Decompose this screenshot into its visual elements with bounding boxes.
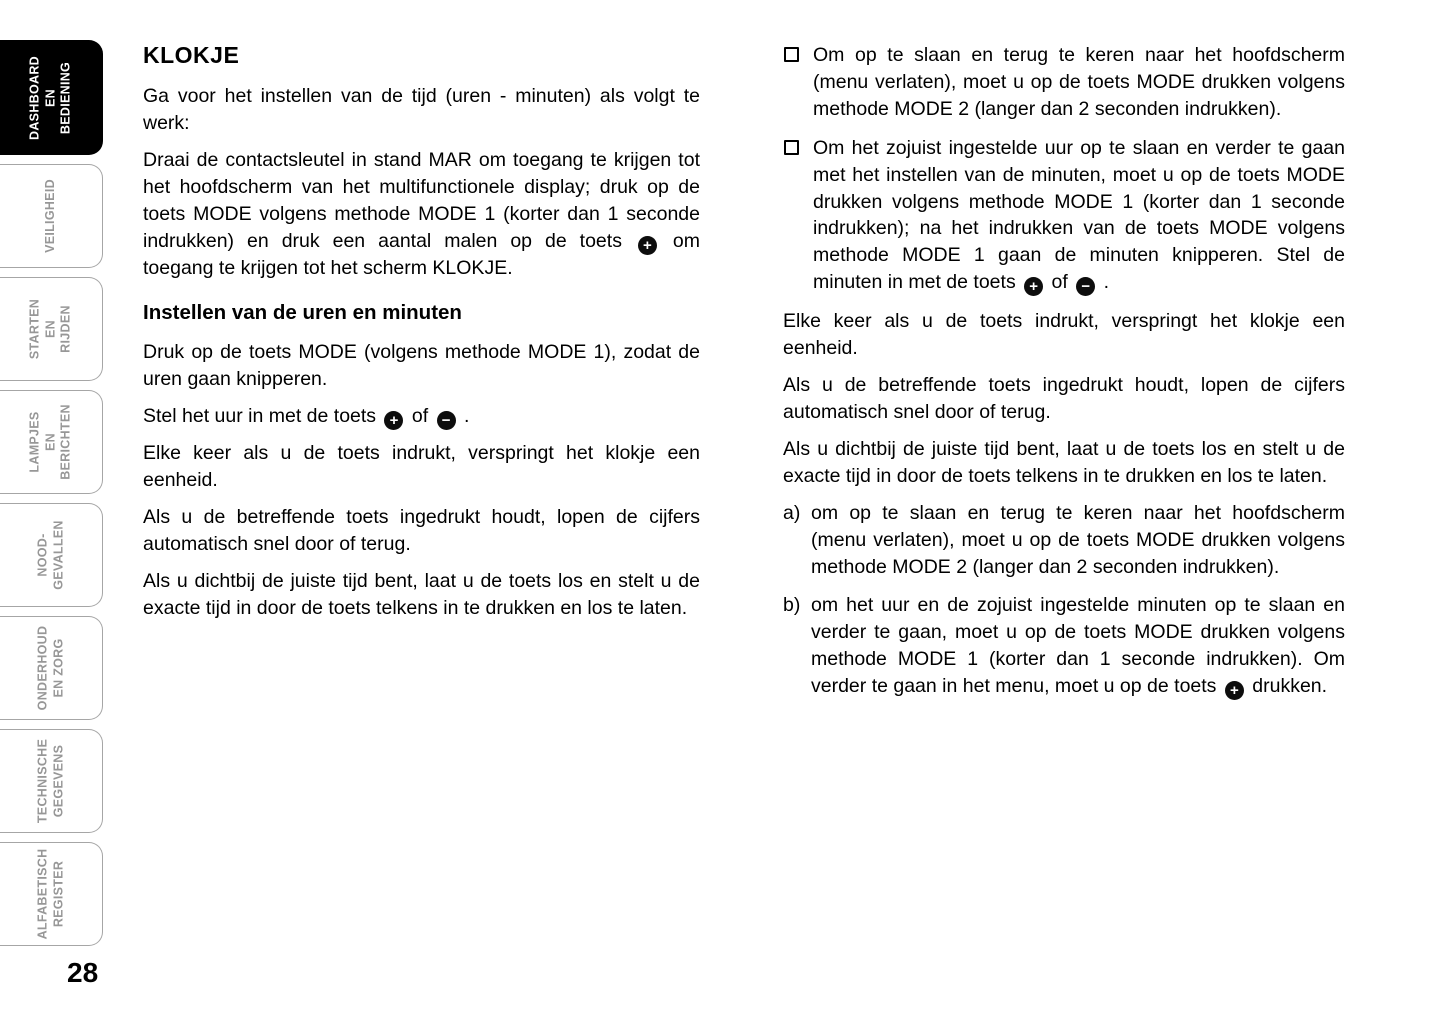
bullet-item [783, 42, 1345, 123]
sidebar-tab-label: LAMPJES EN BERICHTEN [27, 404, 73, 480]
paragraph: Druk op de toets MODE (volgens methode MODE 1), zodat de uren gaan knipperen. [143, 341, 700, 391]
left-column [143, 42, 700, 712]
paragraph: Als u dichtbij de juiste tijd bent, laat u de toets los en stelt u de exacte tijd in door de toets telkens in te drukken en los te laten. [143, 569, 700, 619]
subsection-heading: Instellen van de uren en minuten [143, 301, 462, 325]
sidebar-tab-onderhoud-en-zorg [0, 616, 103, 720]
paragraph: Elke keer als u de toets indrukt, verspringt het klokje een eenheid. [143, 442, 700, 492]
paragraph: Draai de contactsleutel in stand MAR om toegang te krijgen tot het hoofdscherm van het multifunctionele display; druk op de toets MODE volgens methode MODE 1 (korter dan 1 seconde indrukken) en druk een aantal malen op de toets + om toegang te krijgen tot het scherm KLOKJE. [143, 148, 700, 279]
sidebar-tab-label: TECHNISCHE GEGEVENS [35, 738, 65, 824]
sidebar-tab-veiligheid [0, 164, 103, 268]
minus-key-icon: − [437, 411, 456, 430]
sidebar-tab-technische-gegevens [0, 729, 103, 833]
page-number: 28 [67, 957, 99, 988]
paragraph: Als u dichtbij de juiste tijd bent, laat u de toets los en stelt u de exacte tijd in door de toets telkens in te drukken en los te laten. [783, 437, 1345, 487]
manual-page-content [143, 42, 1345, 712]
plus-key-icon: + [1225, 681, 1244, 700]
list-item-text: om het uur en de zojuist ingestelde minuten op te slaan en verder te gaan, moet u op de toets MODE drukken volgens methode MODE 1 (korter dan 1 seconde indrukken). Om verder te gaan in het menu, moet u op de toets + drukken. [811, 594, 1345, 700]
chapter-tab-sidebar [0, 40, 103, 946]
paragraph: Elke keer als u de toets indrukt, verspringt het klokje een eenheid. [783, 310, 1345, 360]
sidebar-tab-alfabetisch-register [0, 842, 103, 946]
sidebar-tab-label: ALFABETISCH REGISTER [35, 848, 65, 940]
sidebar-tab-label: ONDERHOUD EN ZORG [35, 625, 65, 711]
paragraph: Als u de betreffende toets ingedrukt houdt, lopen de cijfers automatisch snel door of terug. [143, 506, 700, 555]
plus-key-icon: + [384, 411, 403, 430]
list-item-b [783, 592, 1345, 700]
sidebar-tab-label: STARTEN EN RIJDEN [27, 298, 73, 360]
square-bullet-icon [784, 47, 799, 62]
plus-key-icon: + [1024, 277, 1043, 296]
sidebar-tab-starten-en-rijden [0, 277, 103, 381]
list-marker: b) [783, 594, 801, 617]
paragraph: Stel het uur in met de toets + of − . [143, 405, 470, 430]
sidebar-tab-noodgevallen [0, 503, 103, 607]
minus-key-icon: − [1076, 277, 1095, 296]
bullet-item [783, 135, 1345, 297]
square-bullet-icon [784, 140, 799, 155]
right-column [783, 42, 1345, 712]
sidebar-tab-label: DASHBOARD EN BEDIENING [27, 55, 73, 140]
section-title: KLOKJE [143, 42, 240, 68]
bullet-text: Om op te slaan en terug te keren naar het hoofdscherm (menu verlaten), moet u op de toets MODE drukken volgens methode MODE 2 (langer dan 2 seconden indrukken). [813, 44, 1345, 120]
sidebar-tab-dashboard-en-bediening [0, 40, 103, 155]
plus-key-icon: + [638, 236, 657, 255]
sidebar-tab-label: NOOD- GEVALLEN [35, 520, 65, 590]
sidebar-tab-label: VEILIGHEID [43, 179, 58, 253]
list-item-text: om op te slaan en terug te keren naar het hoofdscherm (menu verlaten), moet u op de toets MODE drukken volgens methode MODE 2 (langer dan 2 seconden indrukken). [811, 501, 1345, 578]
paragraph: Ga voor het instellen van de tijd (uren - minuten) als volgt te werk: [143, 85, 700, 134]
sidebar-tab-lampjes-en-berichten [0, 390, 103, 494]
paragraph: Als u de betreffende toets ingedrukt houdt, lopen de cijfers automatisch snel door of terug. [783, 374, 1345, 423]
list-item-a [783, 500, 1345, 581]
list-marker: a) [783, 501, 801, 524]
bullet-text: Om het zojuist ingestelde uur op te slaan en verder te gaan met het instellen van de minuten, moet u op de toets MODE drukken volgens methode MODE 1 (korter dan 1 seconde indrukken); na het indrukken van de toets MODE volgens methode MODE 1 gaan de minuten knipperen. Stel de minuten in met de toets + of − . [813, 136, 1345, 296]
